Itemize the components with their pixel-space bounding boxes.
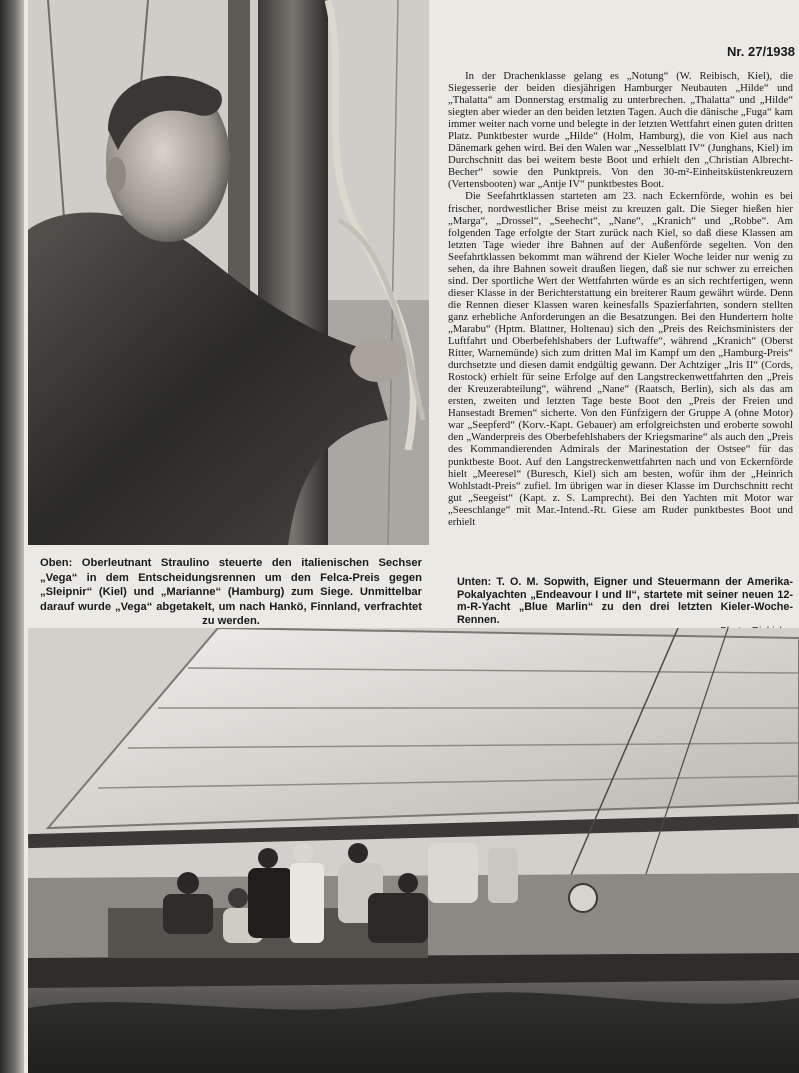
article-paragraph: Die Seefahrtklassen starteten am 23. nach Eckernförde, wohin es bei frischer, nordwestlicher Brise meist zu kreuzen galt. Die Sieger hießen hier „Marga“, „Drossel“, „Seehecht“, „Nane“, „Kranich“ und „Robbe“. Am folgenden Tage erfolgte der Start zurück nach Kiel, so daß diese Klassen am letzten Tage wieder ihre Bahnen auf der Außenförde segelten. Von den Seefahrtklassen bekommt man während der Kieler Woche leider nur wenig zu sehen, da ihre Bahnen soweit draußen liegen, daß sie nur schwer zu erreichen sind. Der sportliche Wert der Wettfahrten würde es an sich rechtfertigen, wenn dieser Klasse in der Berichterstattung ein breiterer Raum gewährt würde. Denn die Rennen dieser Klassen waren keinesfalls Spazierfahrten, sondern stellten ganz erhebliche Anforderungen an die Besatzungen. Bei den Hundertern holte „Marabu“ (Hptm. Blattner, Holtenau) sich den „Preis des Reichsministers der Luftfahrt und Oberbefehlshabers der Luftwaffe“, während „Kranich“ (Oberst Ritter, Warnemünde) sich zum dritten Mal im Kampf um den „Hamburg-Preis“ durchsetzte und diesen damit endgültig gewann. Der Achtziger „Iris II“ (Cords, Rostock) erhielt für seine Erfolge auf den Langstreckenwettfahrten den „Preis der Kreuzerabteilung“, während „Nane“ (Raatsch, Berlin), sich als das am ersten, zweiten und letzten Tage beste Boot den „Preis der Freien und Hansestadt Bremen“ sicherte. Von den Fünfzigern der Gruppe A (ohne Motor) war „Seepferd“ (Korv.-Kapt. Gebauer) am erfolgreichsten und eroberte sowohl den „Wanderpreis des Oberbefehlshabers der Kriegsmarine“ als auch den „Preis des Kommandierenden Admirals der Marinestation der Ostsee“ für das punktbeste Boot. Auf den Langstreckenwettfahrten nach und von Eckernförde hielt „Meeresel“ (Buresch, Kiel) sich am besten, wofür ihm der „Heinrich Wohlstadt-Preis“ zufiel. Im übrigen war in dieser Klasse im Durchschnitt recht gut „Seegeist“ (Kapt. z. S. Lamprecht). Bei den Yachten mit Motor war „Seeschlange“ mit Mar.-Intend.-Rt. Giese am Ruder punktbestes Boot und erhielt [448,190,793,528]
issue-number: Nr. 27/1938 [727,44,795,59]
page-binding-edge [0,0,24,1073]
article-paragraph: In der Drachenklasse gelang es „Notung“ (W. Reibisch, Kiel), die Siegesserie der beiden diesjährigen Hamburger Neubauten „Hilde“ und „Thalatta“ am Donnerstag erstmalig zu unterbrechen. „Thalatta“ und „Hilde“ siegten aber wieder an den beiden letzten Tagen. Auch die dänische „Fuga“ kam immer weiter nach vorne und belegte in der letzten Wettfahrt einen guten dritten Platz. Punktbester wurde „Hilde“ (Holm, Hamburg), die von Kiel aus nach Dänemark gehen wird. Bei den Walen war „Nesselblatt IV“ (Junghans, Kiel) im Durchschnitt das bei weitem beste Boot und erhielt den „Christian Albrecht-Becher“ sowie den Punktpreis. Von den 30-m²-Einheitsküstenkreuzern (Vertensbooten) war „Antje IV“ punktbestes Boot. [448,70,793,191]
photo-yacht-blue-marlin [28,628,799,1073]
article-body [448,70,793,528]
photo-sailor-at-mast [28,0,429,545]
caption-bottom-text: Unten: T. O. M. Sopwith, Eigner und Steuermann der Amerika-Pokalyachten „Endeavour I und II“, startete mit seiner neuen 12-m-R-Yacht „Blue Marlin“ zu den drei letzten Kieler-Woche-Rennen. [457,576,793,626]
caption-top-photo: Oben: Oberleutnant Straulino steuerte den italienischen Sechser „Vega“ in dem Entscheidungsrennen um den Felca-Preis gegen „Sleipnir“ (Kiel) und „Marianne“ (Hamburg) zum Siege. Unmittelbar darauf wurde „Vega“ abgetakelt, um nach Hankö, Finnland, verfrachtet zu werden. [40,557,422,628]
